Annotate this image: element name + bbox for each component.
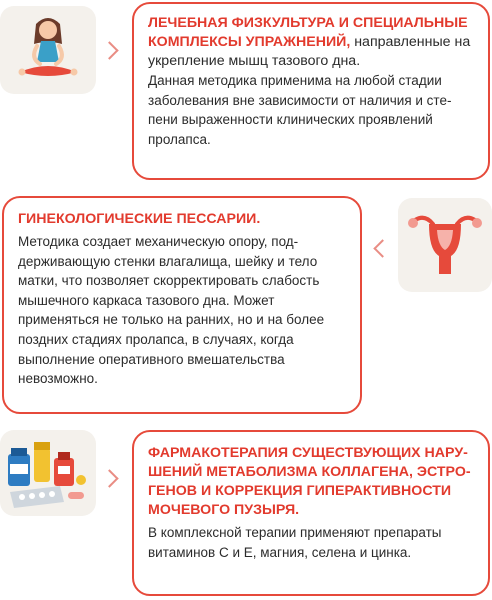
exercise-icon-tile <box>0 6 96 94</box>
chevron-left-icon <box>373 239 391 257</box>
woman-sitting-lotus-icon <box>6 10 90 90</box>
uterus-icon-tile <box>398 198 492 292</box>
exercise-title-tail: направленные на укрепление мышц тазового дна. <box>148 34 471 69</box>
pessary-title: ГИНЕКОЛОГИЧЕСКИЕ ПЕССАРИИ. <box>18 211 261 227</box>
chevron-right-icon <box>100 41 118 59</box>
pessary-card <box>2 196 362 414</box>
chevron-right-icon <box>100 469 118 487</box>
uterus-icon <box>405 210 485 280</box>
exercise-text: Данная методика применима на любой стадии заболевания вне зависимости от наличия и степени выраженности клинических проявлений пролапса. <box>148 73 452 147</box>
pessary-text: Методика создает механическую опору, поддерживающую стенки влагалища, шейку и тело матки, что позволяет скорректировать слабость мышечного каркаса тазового дна. Может применяться не только на ранних, но и на более поздних стадиях пролапса, в случаях, когда выполнение оперативного вмешательства невозможно. <box>18 234 325 387</box>
medicine-icon-tile <box>0 430 96 516</box>
exercise-title: ЛЕЧЕБНАЯ ФИЗКУЛЬТУРА И СПЕЦИАЛЬНЫЕ КОМПЛЕКСЫ УПРАЖНЕНИЙ, направленные на укрепление мышц тазового дна. <box>148 15 471 69</box>
pharmacotherapy-text: В комплексной терапии применяют препараты витаминов С и Е, магния, селена и цинка. <box>148 525 442 560</box>
pharmacotherapy-title: ФАРМАКОТЕРАПИЯ СУЩЕСТВУЮЩИХ НАРУШЕНИЙ МЕТАБОЛИЗМА КОЛЛАГЕНА, ЭСТРОГЕНОВ И КОРРЕКЦИЯ ГИПЕРАКТИВНОСТИ МОЧЕВОГО ПУЗЫРЯ. <box>148 445 471 518</box>
medicines-icon <box>4 436 92 510</box>
pharmacotherapy-card <box>132 430 490 596</box>
exercise-card <box>132 2 490 180</box>
